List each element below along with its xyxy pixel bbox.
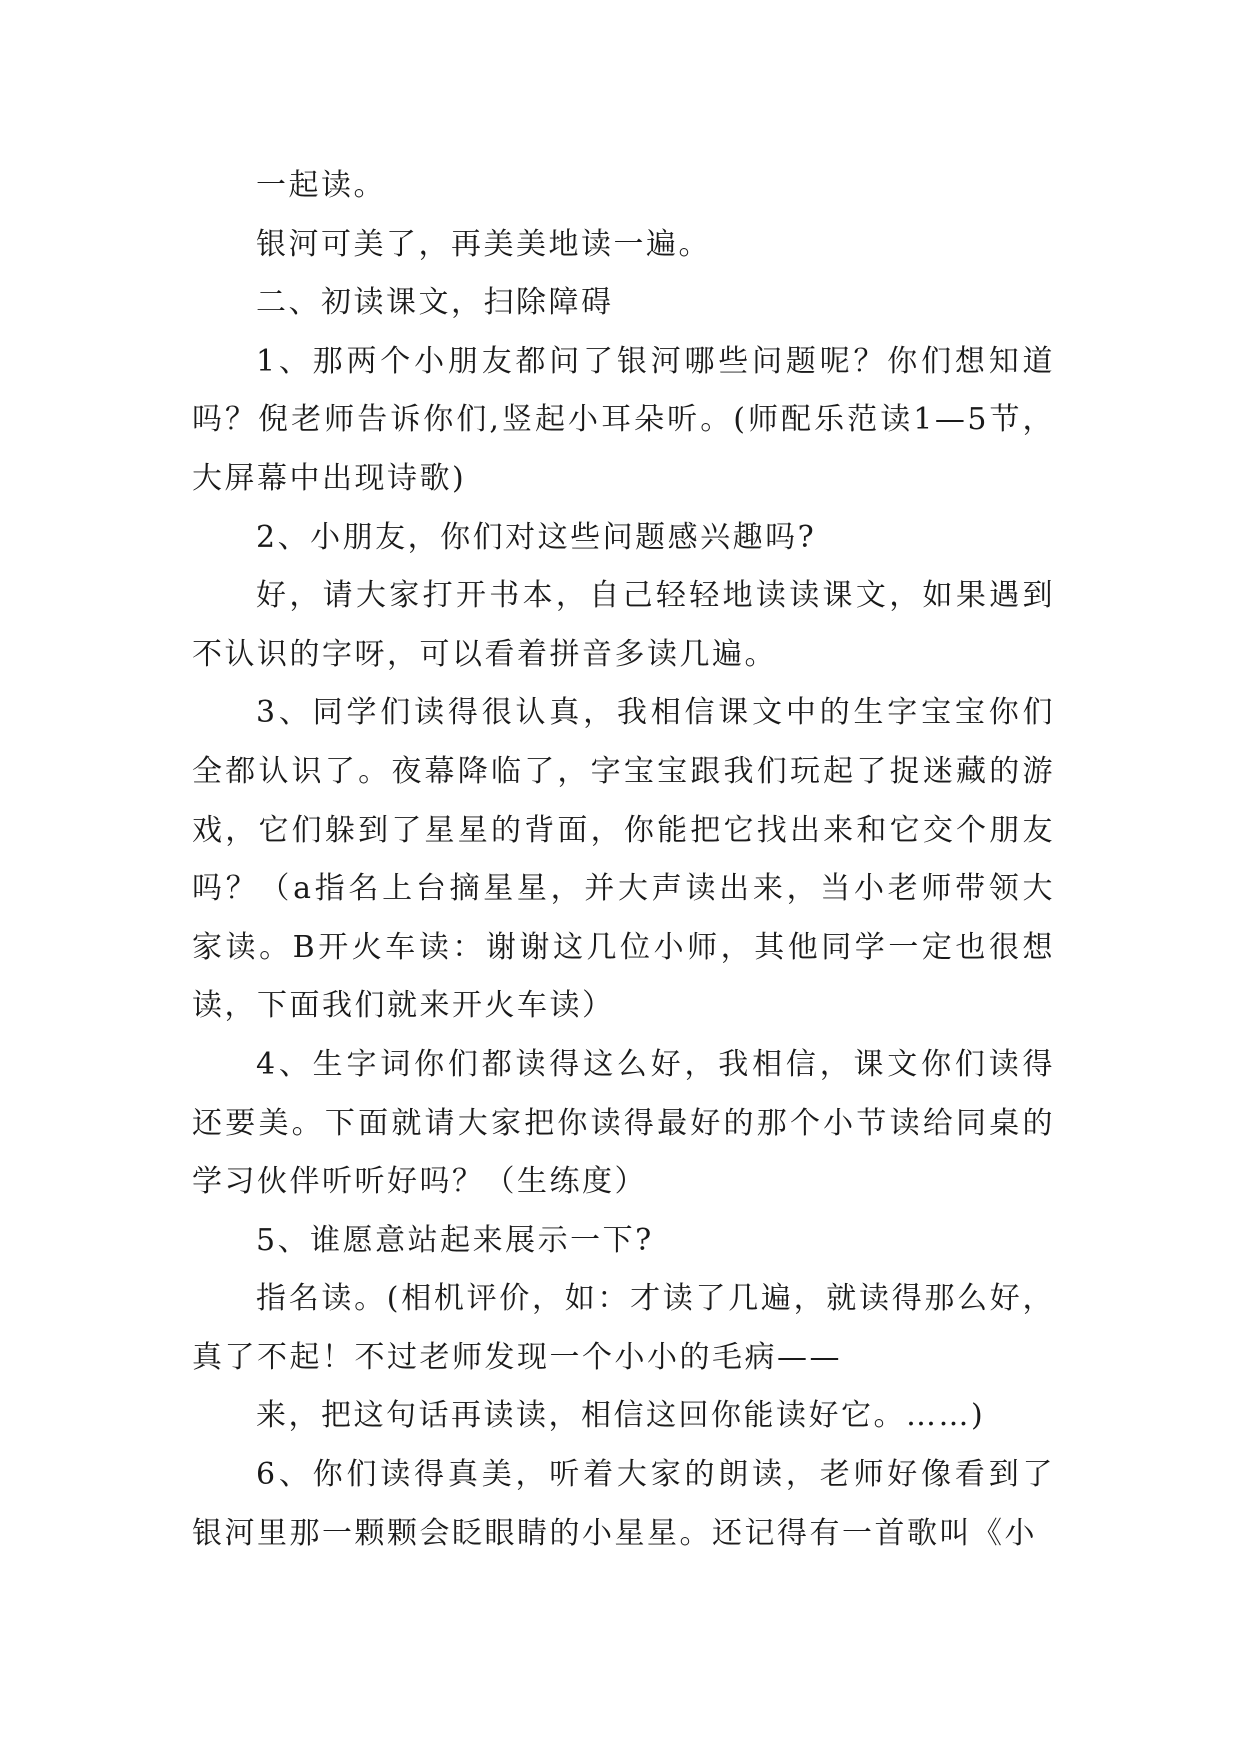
paragraph-step-4: 4、生字词你们都读得这么好，我相信，课文你们读得还要美。下面就请大家把你读得最好的那个小节读给同桌的学习伙伴听听好吗？（生练度） — [192, 1046, 1055, 1200]
paragraph-2: 银河可美了，再美美地读一遍。 — [256, 226, 711, 262]
paragraph-step-1: 1、那两个小朋友都问了银河哪些问题呢？你们想知道吗？倪老师告诉你们,竖起小耳朵听。(师配乐范读1—5节，大屏幕中出现诗歌) — [192, 343, 1055, 496]
paragraph-step-6: 6、你们读得真美，听着大家的朗读，老师好像看到了银河里那一颗颗会眨眼睛的小星星。还记得有一首歌叫《小 — [192, 1457, 1055, 1551]
paragraph-6: 好，请大家打开书本，自己轻轻地读读课文，如果遇到不认识的字呀，可以看着拼音多读几遍。 — [192, 578, 1055, 672]
paragraph-step-5: 5、谁愿意站起来展示一下? — [256, 1222, 654, 1258]
paragraph-10: 指名读。(相机评价，如：才读了几遍，就读得那么好，真了不起！不过老师发现一个小小的毛病—— — [192, 1281, 1055, 1375]
paragraph-1: 一起读。 — [256, 168, 386, 203]
paragraph-step-3: 3、同学们读得很认真，我相信课文中的生字宝宝你们全都认识了。夜幕降临了，字宝宝跟我们玩起了捉迷藏的游戏，它们躲到了星星的背面，你能把它找出来和它交个朋友吗？（a指名上台摘星星，并大声读出来，当小老师带领大家读。B开火车读：谢谢这几位小师，其他同学一定也很想读，下面我们就来开火车读） — [192, 695, 1055, 1024]
paragraph-11: 来，把这句话再读读，相信这回你能读好它。……) — [256, 1398, 986, 1434]
paragraph-step-2: 2、小朋友，你们对这些问题感兴趣吗? — [256, 519, 817, 555]
section-heading: 二、初读课文，扫除障碍 — [256, 285, 614, 321]
body-text — [192, 157, 1055, 1563]
